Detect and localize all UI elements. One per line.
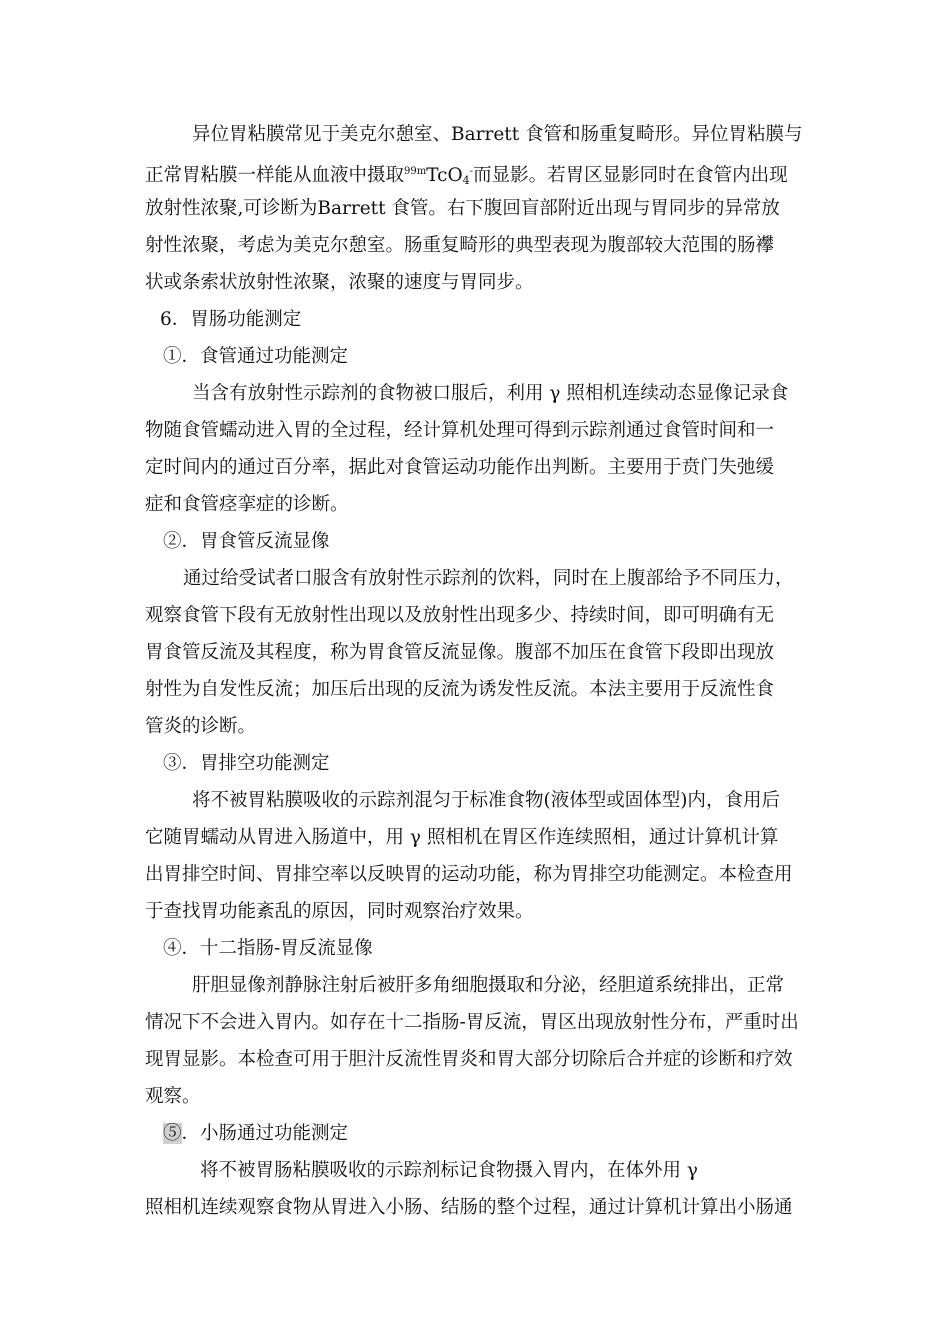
text-line: 情况下不会进入胃内。如存在十二指肠-胃反流，胃区出现放射性分布，严重时出 xyxy=(145,1012,799,1033)
text-line: 射性为自发性反流；加压后出现的反流为诱发性反流。本法主要用于反流性食 xyxy=(145,679,775,700)
text-line: 正常胃粘膜一样能从血液中摄取$^{99m}$TcO$_4$-而显影。若胃区显影同时在食管内出现 xyxy=(145,165,788,187)
text-line: 定时间内的通过百分率，据此对食管运动功能作出判断。主要用于贲门失弛缓 xyxy=(145,457,775,478)
text-line: 出胃排空时间、胃排空率以反映胃的运动功能，称为胃排空功能测定。本检查用 xyxy=(145,864,793,885)
text-line: 射性浓聚，考虑为美克尔憩室。肠重复畸形的典型表现为腹部较大范围的肠襻 xyxy=(145,235,775,256)
text-line: 当含有放射性示踪剂的食物被口服后，利用 γ 照相机连续动态显像记录食 xyxy=(192,383,789,404)
text-line: 照相机连续观察食物从胃进入小肠、结肠的整个过程，通过计算机计算出小肠通 xyxy=(145,1197,793,1218)
text-line: 将不被胃粘膜吸收的示踪剂混匀于标准食物(液体型或固体型)内，食用后 xyxy=(192,790,780,811)
text-line: 现胃显影。本检查可用于胆汁反流性胃炎和胃大部分切除后合并症的诊断和疗效 xyxy=(145,1049,793,1070)
text-line: 通过给受试者口服含有放射性示踪剂的饮料，同时在上腹部给予不同压力， xyxy=(183,568,794,589)
text-line: 物随食管蠕动进入胃的全过程，经计算机处理可得到示踪剂通过食管时间和一 xyxy=(145,420,775,441)
text-line: 状或条索状放射性浓聚，浓聚的速度与胃同步。 xyxy=(145,272,534,293)
subsection-heading: ②．胃食管反流显像 xyxy=(163,531,330,552)
subsection-heading: ③．胃排空功能测定 xyxy=(163,753,330,774)
text-line: 观察食管下段有无放射性出现以及放射性出现多少、持续时间，即可明确有无 xyxy=(145,605,775,626)
highlighted-number: ⑤ xyxy=(163,1123,182,1144)
text-line: 放射性浓聚,可诊断为Barrett 食管。右下腹回盲部附近出现与胃同步的异常放 xyxy=(145,198,780,219)
text-line: 将不被胃肠粘膜吸收的示踪剂标记食物摄入胃内，在体外用 γ xyxy=(200,1160,698,1181)
subsection-heading: ①．食管通过功能测定 xyxy=(163,346,349,367)
text-line: 它随胃蠕动从胃进入肠道中，用 γ 照相机在胃区作连续照相，通过计算机计算 xyxy=(145,827,779,848)
text-line: 管炎的诊断。 xyxy=(145,716,257,737)
section-heading: 6．胃肠功能测定 xyxy=(160,309,302,330)
text-line: 观察。 xyxy=(145,1086,201,1107)
subsection-heading: ④．十二指肠-胃反流显像 xyxy=(163,938,373,959)
text-line: 症和食管痉挛症的诊断。 xyxy=(145,494,349,515)
text-line: 胃食管反流及其程度，称为胃食管反流显像。腹部不加压在食管下段即出现放 xyxy=(145,642,775,663)
text-line: 异位胃粘膜常见于美克尔憩室、Barrett 食管和肠重复畸形。异位胃粘膜与 xyxy=(192,124,803,145)
subsection-heading: ⑤．小肠通过功能测定 xyxy=(163,1123,349,1144)
text-line: 肝胆显像剂静脉注射后被肝多角细胞摄取和分泌，经胆道系统排出，正常 xyxy=(192,975,785,996)
text-line: 于查找胃功能紊乱的原因，同时观察治疗效果。 xyxy=(145,901,534,922)
